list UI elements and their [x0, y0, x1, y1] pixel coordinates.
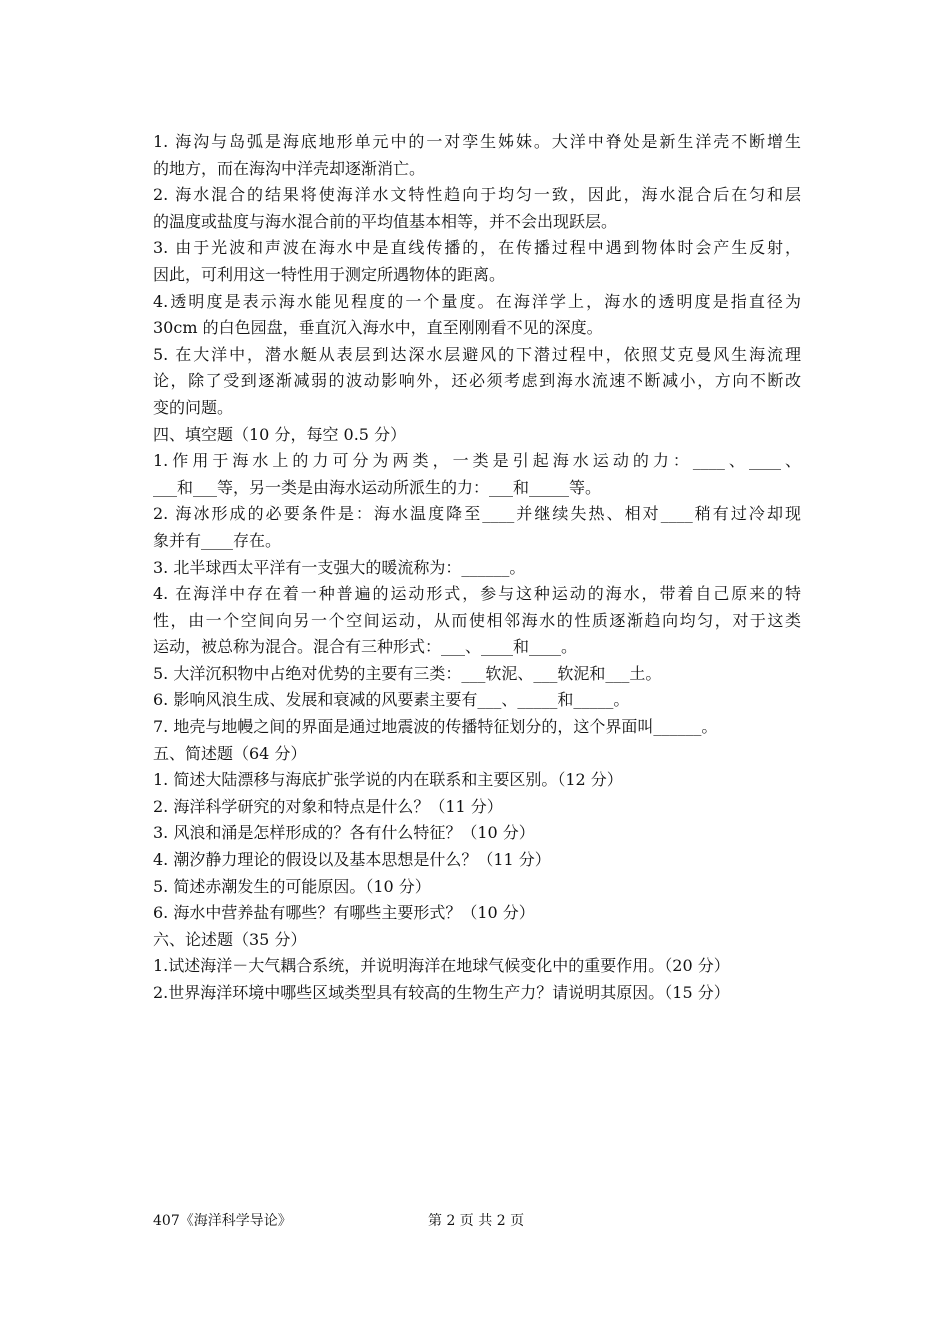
text-line: 象并有____存在。: [153, 530, 282, 550]
text-line: 4.透明度是表示海水能见程度的一个量度。在海洋学上，海水的透明度是指直径为: [153, 291, 801, 311]
text-line: 运动，被总称为混合。混合有三种形式：___、____和____。: [153, 637, 578, 657]
text-line: 3. 北半球西太平洋有一支强大的暖流称为：______。: [153, 557, 526, 577]
footer-course: 407《海洋科学导论》: [153, 1213, 292, 1229]
text-line: 的地方，而在海沟中洋壳却逐渐消亡。: [153, 158, 426, 178]
text-line: 变的问题。: [153, 397, 234, 417]
text-line: 的温度或盐度与海水混合前的平均值基本相等，并不会出现跃层。: [153, 211, 618, 231]
text-line: 5. 简述赤潮发生的可能原因。（10 分）: [153, 876, 431, 896]
text-line: 4. 潮汐静力理论的假设以及基本思想是什么？（11 分）: [153, 850, 551, 870]
text-line: 4. 在海洋中存在着一种普遍的运动形式，参与这种运动的海水，带着自己原来的特: [153, 584, 801, 604]
text-line: 30cm 的白色园盘，垂直沉入海水中，直至刚刚看不见的深度。: [153, 318, 603, 338]
text-line: 2. 海冰形成的必要条件是：海水温度降至____并继续失热、相对____稍有过冷却现: [153, 504, 801, 524]
text-line: 1. 简述大陆漂移与海底扩张学说的内在联系和主要区别。（12 分）: [153, 770, 623, 790]
text-line: 因此，可利用这一特性用于测定所遇物体的距离。: [153, 264, 506, 284]
exam-body: [153, 129, 801, 1007]
section-heading: 四、填空题（10 分，每空 0.5 分）: [153, 424, 407, 444]
section-heading: 六、论述题（35 分）: [153, 929, 307, 949]
text-line: 1.作用于海水上的力可分为两类，一类是引起海水运动的力：____、____、: [153, 451, 801, 471]
text-line: 3. 风浪和涌是怎样形成的？各有什么特征？（10 分）: [153, 823, 535, 843]
text-line: 论，除了受到逐渐减弱的波动影响外，还必须考虑到海水流速不断减小，方向不断改: [153, 371, 801, 391]
text-line: 5. 大洋沉积物中占绝对优势的主要有三类：___软泥、___软泥和___土。: [153, 663, 662, 683]
text-line: 性，由一个空间向另一个空间运动，从而使相邻海水的性质逐渐趋向均匀，对于这类: [153, 610, 801, 630]
text-line: 5. 在大洋中，潜水艇从表层到达深水层避风的下潜过程中，依照艾克曼风生海流理: [153, 344, 801, 364]
text-line: 2.世界海洋环境中哪些区域类型具有较高的生物生产力？请说明其原因。（15 分）: [153, 983, 730, 1002]
footer-page-number: 第 2 页 共 2 页: [428, 1213, 525, 1229]
section-heading: 五、简述题（64 分）: [153, 743, 307, 763]
text-line: 2. 海洋科学研究的对象和特点是什么？（11 分）: [153, 796, 503, 816]
text-line: ___和___等，另一类是由海水运动所派生的力：___和_____等。: [153, 477, 602, 497]
text-line: 2. 海水混合的结果将使海洋水文特性趋向于均匀一致，因此，海水混合后在匀和层: [153, 185, 801, 205]
text-line: 3. 由于光波和声波在海水中是直线传播的，在传播过程中遇到物体时会产生反射，: [153, 238, 801, 258]
text-line: 1.试述海洋－大气耦合系统，并说明海洋在地球气候变化中的重要作用。（20 分）: [153, 956, 730, 976]
text-line: 6. 海水中营养盐有哪些？有哪些主要形式？（10 分）: [153, 903, 535, 923]
text-line: 7. 地壳与地幔之间的界面是通过地震波的传播特征划分的，这个界面叫______。: [153, 717, 718, 737]
text-line: 1. 海沟与岛弧是海底地形单元中的一对孪生姊妹。大洋中脊处是新生洋壳不断增生: [153, 132, 801, 151]
text-line: 6. 影响风浪生成、发展和衰减的风要素主要有___、_____和_____。: [153, 690, 630, 710]
